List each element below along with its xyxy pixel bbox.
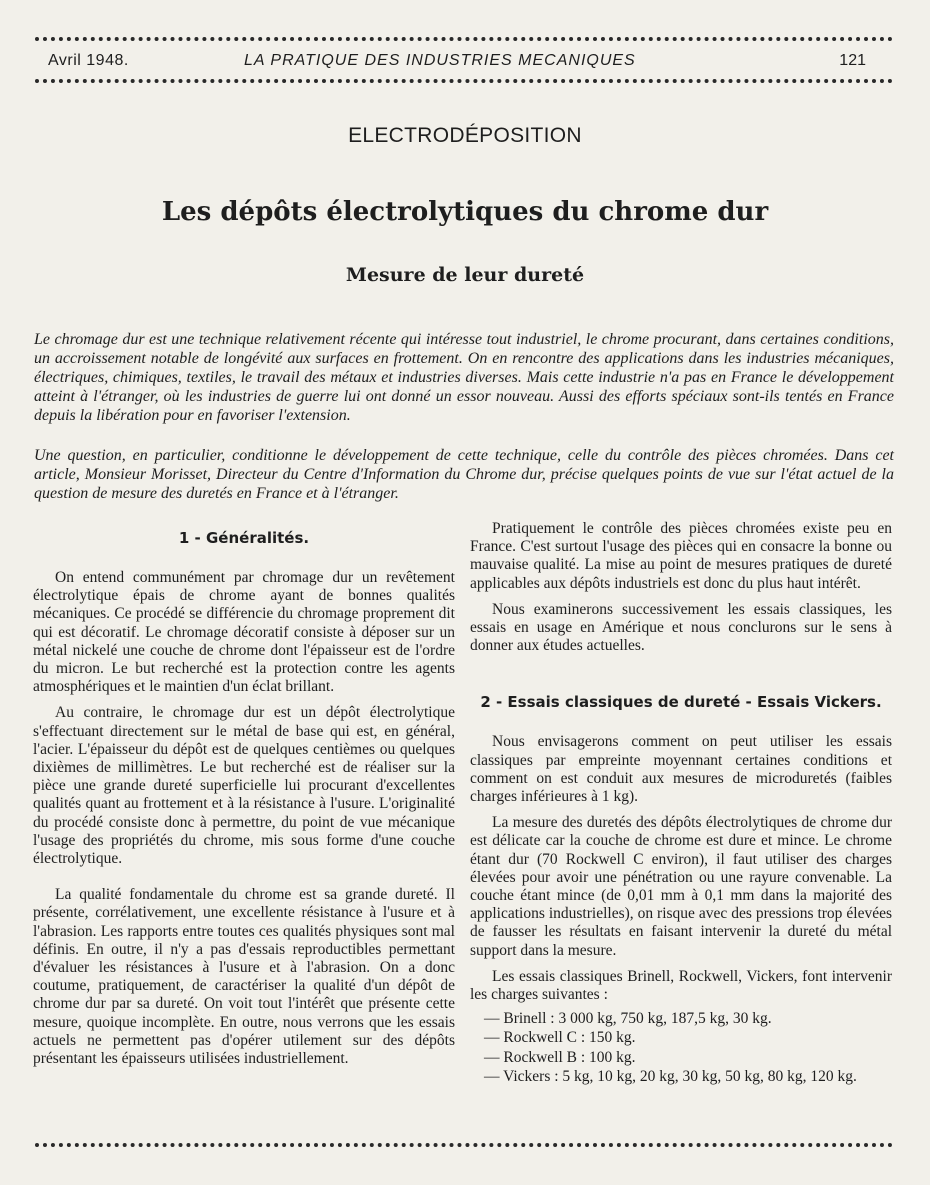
charges-list-item: — Vickers : 5 kg, 10 kg, 20 kg, 30 kg, 50 kg, 80 kg, 120 kg. (484, 1067, 857, 1085)
journal-title: LA PRATIQUE DES INDUSTRIES MECANIQUES (244, 52, 636, 69)
issue-date: Avril 1948. (48, 52, 129, 69)
header-top-dotted-rule (35, 37, 893, 41)
body-paragraph: Nous examinerons successivement les essais classiques, les essais en usage en Amérique et nous conclurons sur le sens à donner aux études actuelles. (470, 600, 892, 655)
charges-list-item: — Rockwell B : 100 kg. (484, 1048, 636, 1066)
page-number: 121 (839, 52, 866, 69)
body-paragraph: On entend communément par chromage dur un revêtement électrolytique épais de chrome ayant de bonnes qualités mécaniques. Ce procédé se différencie du chromage proprement dit qui est décoratif. Le chromage décoratif consiste à déposer sur un métal nickelé une couche de chrome dont l'épaisseur est de l'ordre du micron. Le but recherché est la protection contre les agents atmosphériques et le maintien d'un éclat brillant. (33, 569, 455, 696)
body-paragraph: Nous envisagerons comment on peut utiliser les essais classiques par empreinte moyennant certaines conditions et comment on est conduit aux mesures de microduretés (faibles charges inférieures à 1 kg). (470, 733, 892, 806)
intro-paragraph: Une question, en particulier, conditionne le développement de cette technique, celle du contrôle des pièces chromées. Dans cet article, Monsieur Morisset, Directeur du Centre d'Information du Chrome dur, précise quelques points de vue sur l'état actuel de la question de mesure des duretés en France et à l'étranger. (34, 447, 894, 502)
section-heading-generalites: 1 - Généralités. (178, 529, 310, 547)
left-column (33, 520, 455, 1068)
intro-paragraph: Le chromage dur est une technique relativement récente qui intéresse tout industriel, le chrome procurant, dans certaines conditions, un accroissement notable de longévité aux surfaces en frottement. On en rencontre des applications dans les industries mécaniques, électriques, chimiques, textiles, le travail des métaux et industries diverses. Mais cette industrie n'a pas en France le développement atteint à l'étranger, où les industries de guerre lui ont donné un essor nouveau. Aussi des efforts spéciaux sont-ils tentés en France depuis la libération pour en favoriser l'extension. (34, 331, 894, 424)
section-label: ELECTRODÉPOSITION (348, 124, 582, 147)
body-paragraph: La mesure des duretés des dépôts électrolytiques de chrome dur est délicate car la couche de chrome est dure et mince. Le chrome étant dur (70 Rockwell C environ), il faut utiliser des charges élevées pour avoir une pénétration ou une rayure convenable. La couche étant mince (de 0,01 mm à 0,1 mm dans la majorité des applications industrielles), on risque avec des pressions trop élevées de fausser les résultats en faisant intervenir la dureté du métal support dans la mesure. (470, 814, 892, 959)
article-subtitle: Mesure de leur dureté (345, 264, 585, 286)
right-column (470, 520, 892, 1086)
body-paragraph: Pratiquement le contrôle des pièces chromées existe peu en France. C'est surtout l'usage des pièces qui en consacre la bonne ou mauvaise qualité. La mise au point de mesures pratiques de dureté applicables aux dépôts industriels est donc du plus haut intérêt. (470, 520, 892, 592)
charges-list-item: — Rockwell C : 150 kg. (484, 1029, 636, 1047)
charges-list (470, 1010, 892, 1086)
section-heading-essais-classiques: 2 - Essais classiques de dureté - Essais Vickers. (480, 693, 882, 712)
footer-dotted-rule (35, 1143, 893, 1147)
body-paragraph: Les essais classiques Brinell, Rockwell, Vickers, font intervenir les charges suivantes : (470, 967, 892, 1004)
body-paragraph: Au contraire, le chromage dur est un dépôt électrolytique s'effectuant directement sur le métal de base qui est, en général, l'acier. L'épaisseur du dépôt est de quelques centièmes ou quelques dixièmes de millimètres. Le but recherché est de réaliser sur la pièce une grande dureté superficielle lui procurant d'excellentes qualités quant au frottement et à la résistance à l'usure. L'originalité du procédé consiste donc à permettre, du point de vue mécanique l'usage des propriétés du chrome, mis sous forme d'une couche électrolytique. (33, 704, 455, 868)
body-paragraph: La qualité fondamentale du chrome est sa grande dureté. Il présente, corrélativement, une excellente résistance à l'usure et à l'abrasion. Les rapports entre toutes ces qualités physiques sont mal définis. En outre, il n'y a pas d'essais reproductibles permettant d'évaluer les résistances à l'usure et à l'abrasion. On a donc coutume, pratiquement, de caractériser la qualité d'un dépôt de chrome dur par sa dureté. On voit tout l'intérêt que présente cette mesure, quoique incomplète. En outre, nous verrons que les essais actuels ne permettent pas d'opérer utilement sur des dépôts présentant les épaisseurs utilisées industriellement. (33, 886, 455, 1068)
charges-list-item: — Brinell : 3 000 kg, 750 kg, 187,5 kg, 30 kg. (484, 1010, 772, 1028)
header-bottom-dotted-rule (35, 79, 893, 83)
running-header (48, 48, 878, 74)
article-title: Les dépôts électrolytiques du chrome dur (161, 197, 769, 227)
